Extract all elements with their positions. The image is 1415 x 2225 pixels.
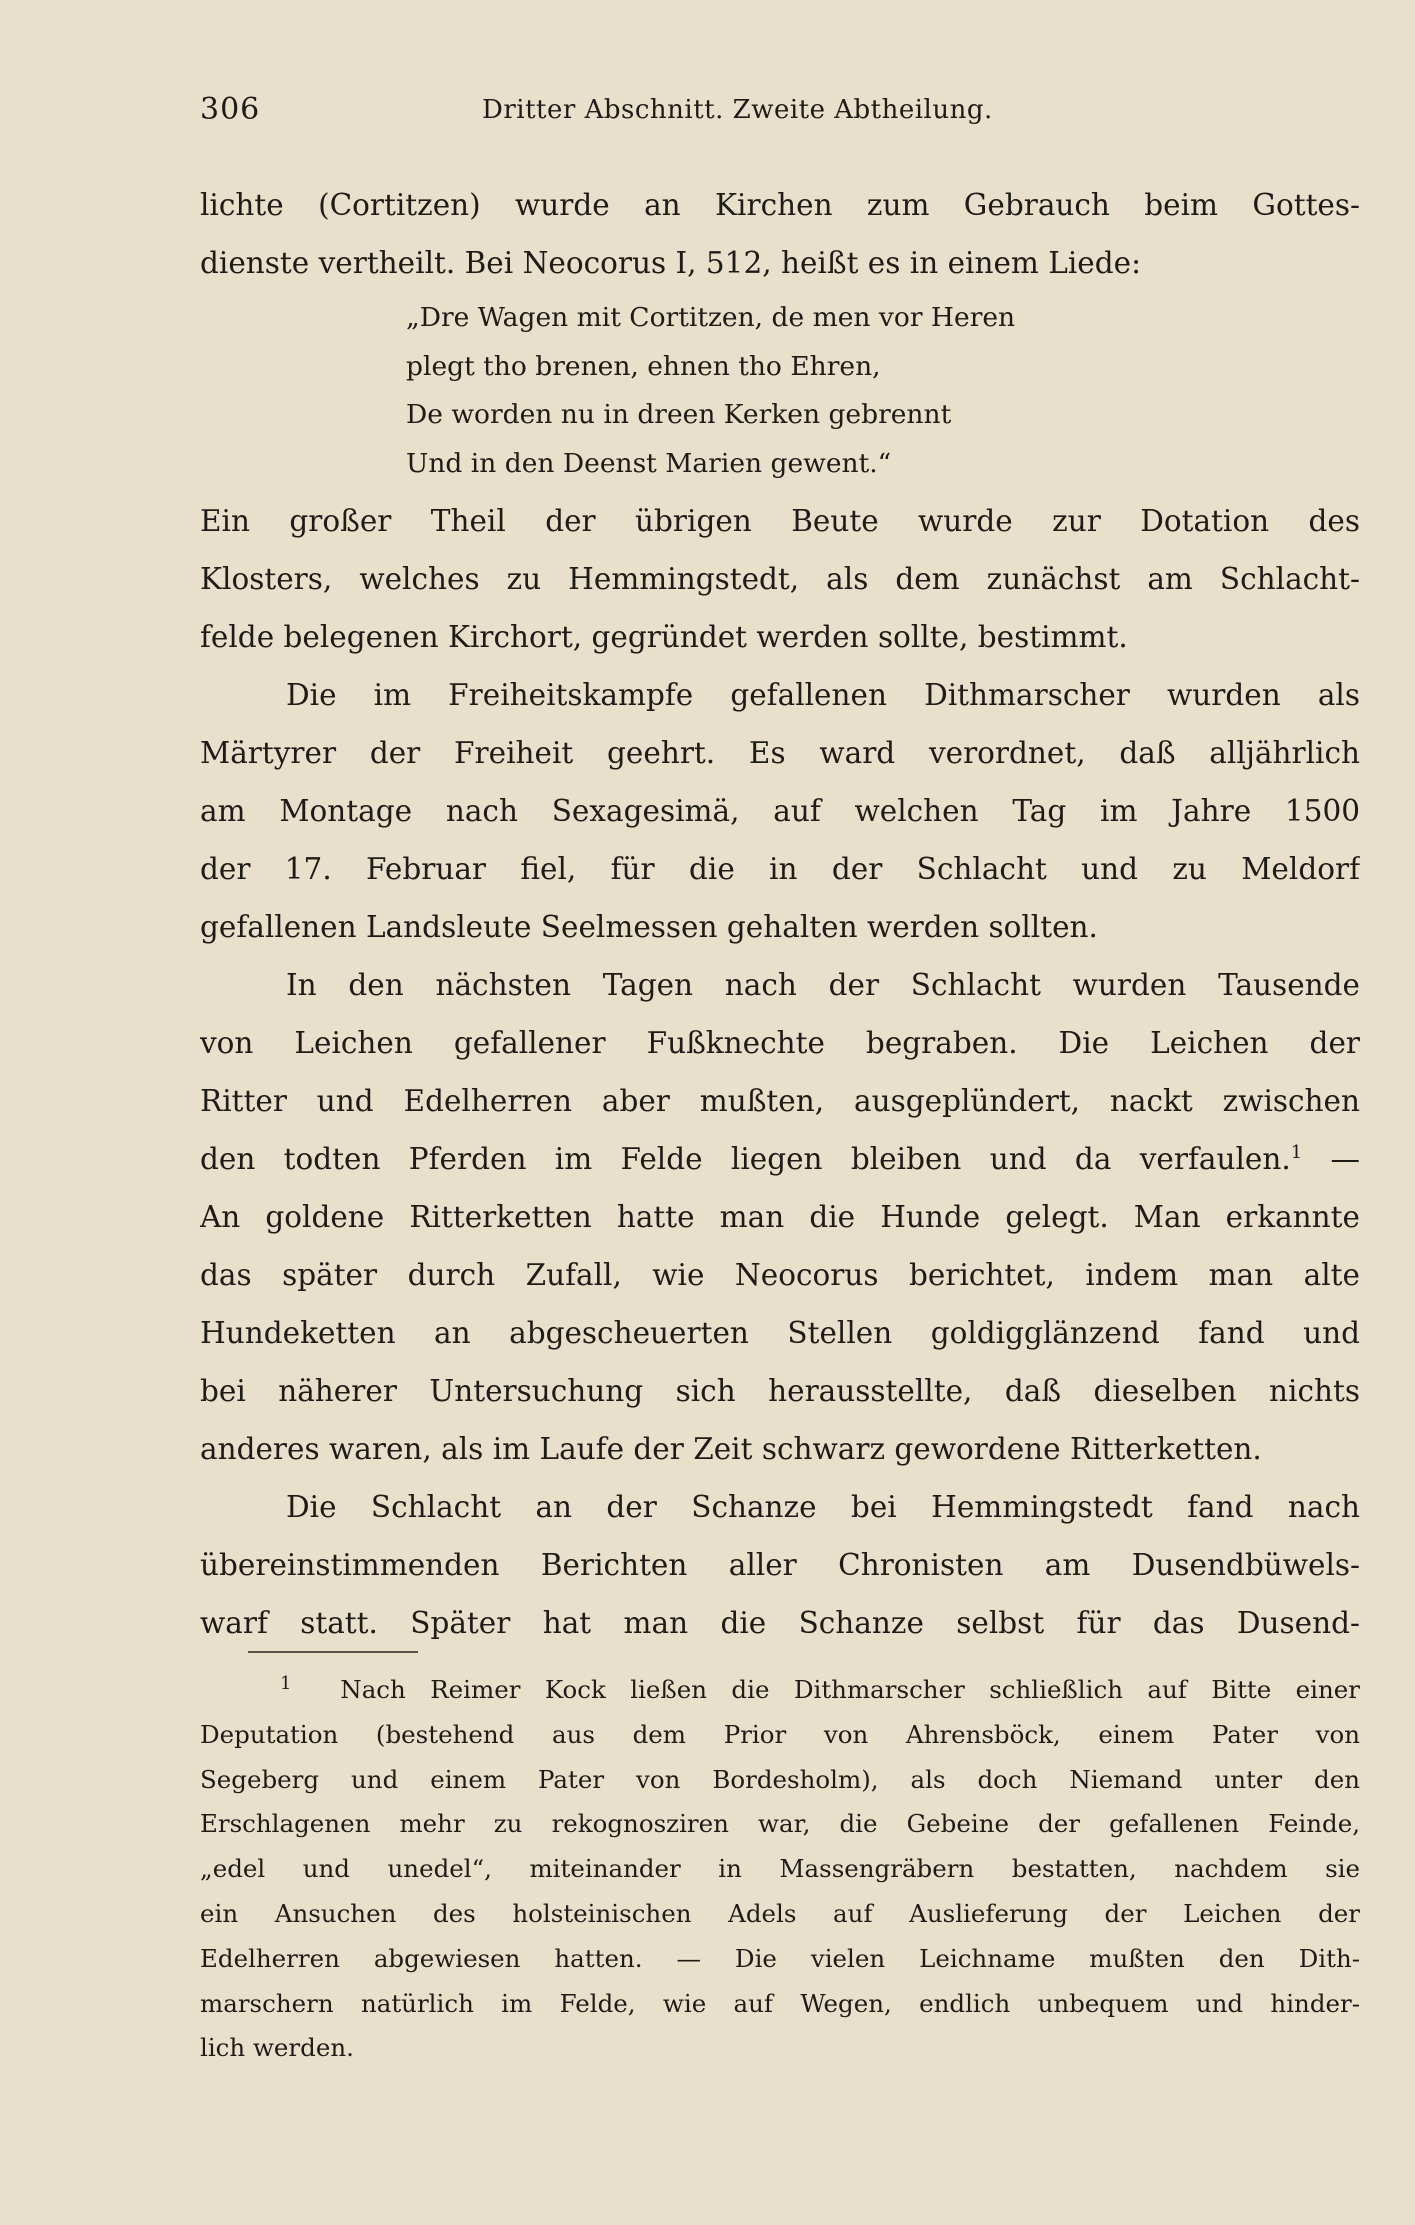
verse-line: plegt tho brenen, ehnen tho Ehren, — [406, 350, 881, 382]
text-line: In den nächsten Tagen nach der Schlacht wurden Tausende — [286, 968, 1360, 1002]
footnote-line — [200, 1668, 1360, 1713]
text-line: warf statt. Später hat man die Schanze selbst für das Dusend- — [200, 1606, 1360, 1640]
text-line: das später durch Zufall, wie Neocorus berichtet, indem man alte — [200, 1258, 1360, 1292]
text-line: Hundeketten an abgescheuerten Stellen goldigglänzend fand und — [200, 1316, 1360, 1350]
running-head: Dritter Abschnitt. Zweite Abtheilung. — [482, 95, 993, 125]
text-line: dienste vertheilt. Bei Neocorus I, 512, heißt es in einem Liede: — [200, 246, 1142, 280]
text-line: bei näherer Untersuchung sich herausstellte, daß dieselben nichts — [200, 1374, 1360, 1408]
text-line: felde belegenen Kirchort, gegründet werden sollte, bestimmt. — [200, 620, 1128, 654]
text-line: gefallenen Landsleute Seelmessen gehalten werden sollten. — [200, 910, 1098, 944]
text-line: von Leichen gefallener Fußknechte begraben. Die Leichen der — [200, 1026, 1360, 1060]
footnote-line: Segeberg und einem Pater von Bordesholm), als doch Niemand unter den — [200, 1764, 1360, 1794]
text-line: übereinstimmenden Berichten aller Chronisten am Dusendbüwels- — [200, 1548, 1360, 1582]
footnote-line: marschern natürlich im Felde, wie auf Wegen, endlich unbequem und hinder- — [200, 1988, 1360, 2018]
text-span: den todten Pferden im Felde liegen bleiben und da verfaulen. — [200, 1142, 1291, 1176]
text-line: Die im Freiheitskampfe gefallenen Dithmarscher wurden als — [286, 678, 1360, 712]
text-line: am Montage nach Sexagesimä, auf welchen Tag im Jahre 1500 — [200, 794, 1360, 828]
text-line-with-footnote-ref — [200, 1130, 1360, 1188]
verse-line: De worden nu in dreen Kerken gebrennt — [406, 399, 952, 430]
footnote-line: lich werden. — [200, 2033, 354, 2063]
text-line: lichte (Cortitzen) wurde an Kirchen zum Gebrauch beim Gottes- — [200, 188, 1360, 222]
text-line: der 17. Februar fiel, für die in der Schlacht und zu Meldorf — [200, 852, 1360, 886]
verse-line: Und in den Deenst Marien gewent.“ — [406, 447, 892, 479]
text-line: Ein großer Theil der übrigen Beute wurde zur Dotation des — [200, 504, 1360, 538]
footnote-line: Edelherren abgewiesen hatten. — Die vielen Leichname mußten den Dith- — [200, 1943, 1360, 1973]
footnote-line: ein Ansuchen des holsteinischen Adels auf Auslieferung der Leichen der — [200, 1898, 1360, 1928]
text-line: An goldene Ritterketten hatte man die Hunde gelegt. Man erkannte — [200, 1200, 1360, 1234]
footnote — [200, 1668, 1360, 2071]
text-line: Ritter und Edelherren aber mußten, ausgeplündert, nackt zwischen — [200, 1084, 1360, 1118]
footnote-line: Deputation (bestehend aus dem Prior von Ahrensböck, einem Pater von — [200, 1719, 1360, 1749]
footnote-divider — [248, 1651, 418, 1653]
verse-quote — [406, 292, 1306, 492]
page-header — [200, 92, 1230, 132]
footnote-line: „edel und unedel“, miteinander in Massengräbern bestatten, nachdem sie — [200, 1854, 1360, 1884]
verse-line: „Dre Wagen mit Cortitzen, de men vor Heren — [406, 302, 1016, 333]
footnote-marker: 1 — [280, 1672, 292, 1694]
footnote-reference[interactable]: 1 — [1290, 1142, 1303, 1164]
footnote-line: Erschlagenen mehr zu rekognosziren war, die Gebeine der gefallenen Feinde, — [200, 1809, 1360, 1839]
text-line: Klosters, welches zu Hemmingstedt, als dem zunächst am Schlacht- — [200, 562, 1360, 596]
page-number: 306 — [200, 92, 261, 127]
em-dash: — — [1302, 1142, 1360, 1176]
text-line: Märtyrer der Freiheit geehrt. Es ward verordnet, daß alljährlich — [200, 736, 1360, 770]
main-text — [200, 176, 1360, 1652]
text-line: anderes waren, als im Laufe der Zeit schwarz gewordene Ritterketten. — [200, 1432, 1262, 1466]
text-line: Die Schlacht an der Schanze bei Hemmingstedt fand nach — [286, 1490, 1360, 1524]
footnote-text: Nach Reimer Kock ließen die Dithmarscher schließlich auf Bitte einer — [340, 1675, 1360, 1704]
